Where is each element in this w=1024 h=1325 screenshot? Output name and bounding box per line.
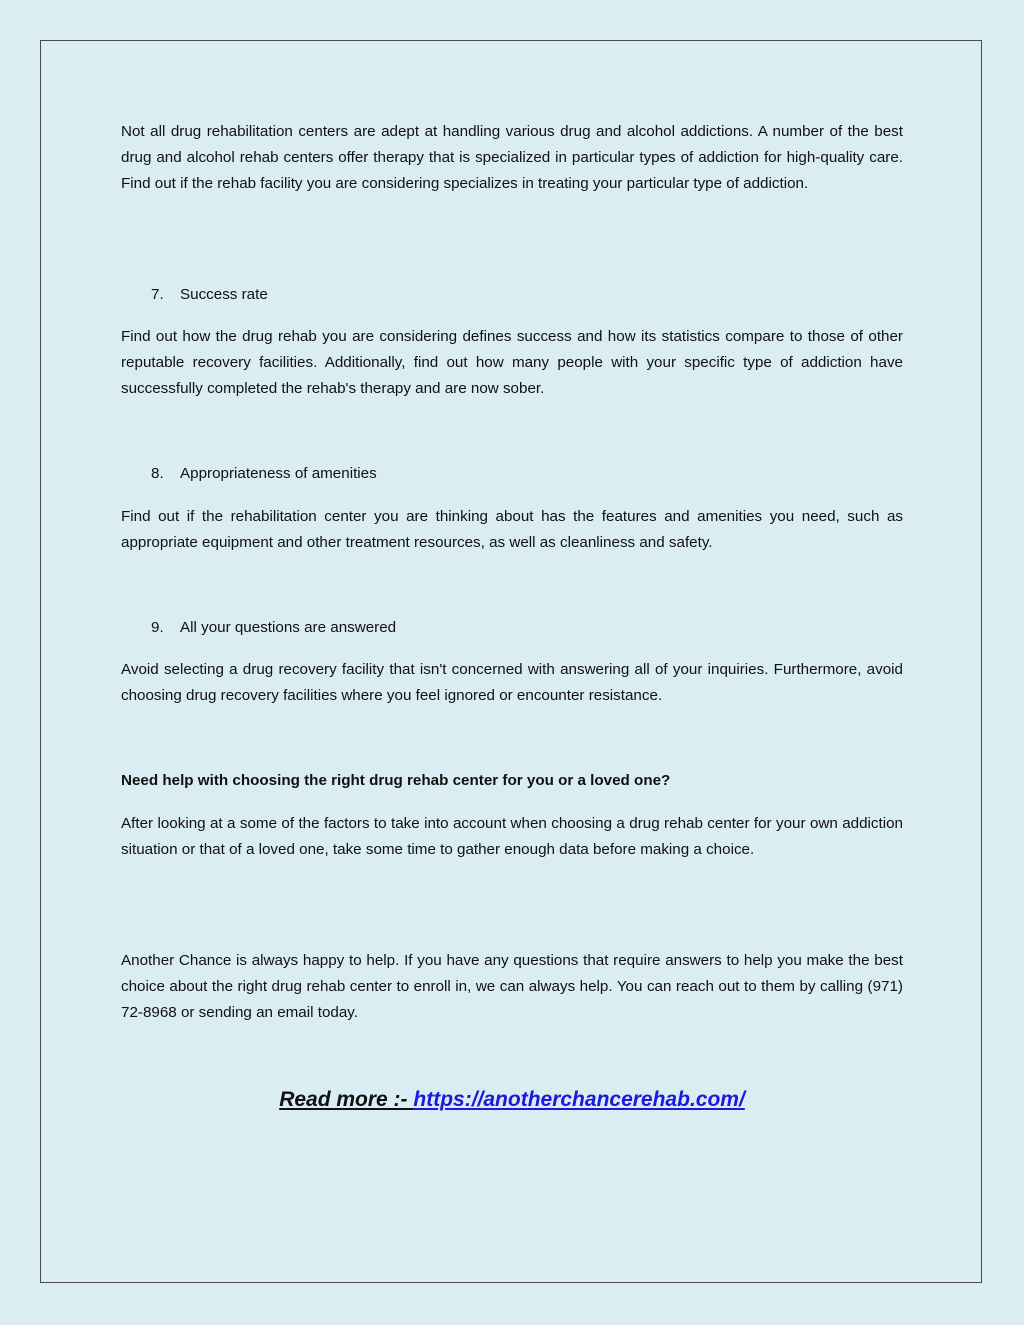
questions-paragraph: Avoid selecting a drug recovery facility that isn't concerned with answering all of your inquiries. Furthermore, avoid choosing drug recovery facilities where you feel ignored or encounter resistance.: [121, 661, 903, 704]
list-item-title: Success rate: [180, 286, 268, 303]
website-link[interactable]: https://anotherchancerehab.com/: [413, 1088, 745, 1111]
list-item-title: Appropriateness of amenities: [180, 465, 377, 482]
list-item-title: All your questions are answered: [180, 619, 397, 636]
read-more-line: [0, 1085, 1024, 1115]
list-item-amenities: [151, 461, 377, 487]
closing-paragraph: Another Chance is always happy to help. If you have any questions that require answers to help you make the best choice about the right drug rehab center to enroll in, we can always help. You can reach out to them by calling (971) 72-8968 or sending an email today.: [121, 952, 903, 1021]
list-item-number: 8.: [151, 465, 164, 482]
help-paragraph: After looking at a some of the factors to take into account when choosing a drug rehab center for your own addiction situation or that of a loved one, take some time to gather enough data before making a choice.: [121, 815, 903, 858]
help-heading: Need help with choosing the right drug rehab center for you or a loved one?: [121, 772, 671, 789]
list-item-number: 7.: [151, 286, 164, 303]
success-rate-paragraph: Find out how the drug rehab you are considering defines success and how its statistics compare to those of other reputable recovery facilities. Additionally, find out how many people with your specific type of addiction have successfully completed the rehab's therapy and are now sober.: [121, 328, 903, 397]
list-item-number: 9.: [151, 619, 164, 636]
list-item-questions: [151, 615, 396, 641]
intro-paragraph: Not all drug rehabilitation centers are adept at handling various drug and alcohol addictions. A number of the best drug and alcohol rehab centers offer therapy that is specialized in particular types of addiction for high-quality care. Find out if the rehab facility you are considering specializes in treating your particular type of addiction.: [121, 123, 903, 192]
read-more-label: Read more :-: [279, 1088, 414, 1111]
amenities-paragraph: Find out if the rehabilitation center you are thinking about has the features and amenities you need, such as appropriate equipment and other treatment resources, as well as cleanliness and safety.: [121, 508, 903, 551]
list-item-success-rate: [151, 282, 268, 308]
